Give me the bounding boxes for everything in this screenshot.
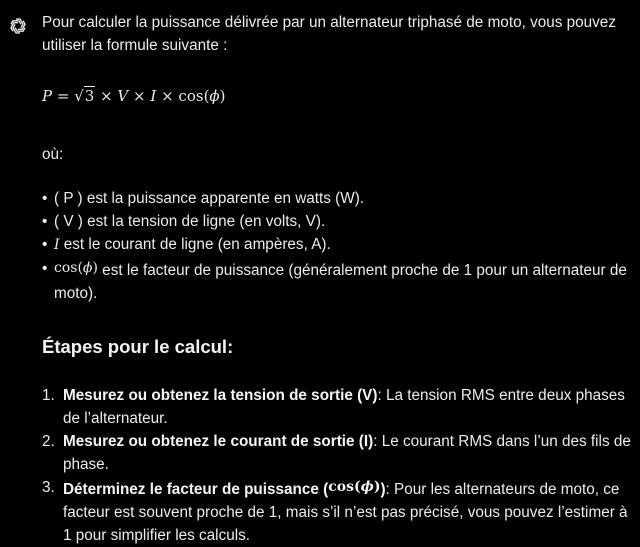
- step-text: : Pour les alternateurs de moto, ce facteur est souvent proche de 1, mais s’il n’est pas précisé, vous pouvez l’estimer à 1 pour simplifier les calculs.: [63, 481, 628, 544]
- definition-text: est le facteur de puissance (généralement proche de 1 pour un alternateur de moto).: [54, 262, 627, 302]
- math-cos-phi: [328, 479, 380, 495]
- definition-text: ( V ) est la tension de ligne (en volts, V).: [54, 213, 326, 230]
- step-bold: Mesurez ou obtenez la tension de sortie (V): [63, 387, 378, 404]
- message-content: [42, 11, 632, 547]
- bullet: •: [42, 236, 48, 253]
- formula-P: P: [42, 87, 53, 105]
- step-bold-pre: Déterminez le facteur de puissance (: [63, 481, 329, 498]
- formula-rparen: ): [219, 87, 226, 105]
- step-bold: [63, 481, 386, 498]
- step-bold-post: ): [380, 481, 386, 498]
- step-number: 1.: [42, 387, 55, 404]
- steps-heading: Étapes pour le calcul:: [42, 336, 234, 357]
- definitions-list: [42, 187, 632, 305]
- step-text: : Le courant RMS dans l’un des fils de phase.: [63, 433, 631, 473]
- list-item: [42, 384, 632, 430]
- steps-list: [42, 384, 632, 547]
- list-item: [42, 430, 632, 476]
- bullet: •: [42, 213, 48, 230]
- list-item: [42, 233, 632, 257]
- math-phi: ϕ: [360, 479, 374, 495]
- formula-times-2: ×: [128, 87, 151, 105]
- step-text: : La tension RMS entre deux phases de l’alternateur.: [63, 387, 625, 427]
- formula-three: 3: [84, 87, 95, 105]
- step-number: 3.: [42, 479, 55, 496]
- ou-label: où:: [42, 146, 64, 163]
- formula-sqrt: √: [74, 87, 84, 105]
- list-item: [42, 476, 632, 547]
- formula-times-3: ×: [156, 87, 179, 105]
- definition-text: est le courant de ligne (en ampères, A).: [59, 236, 331, 253]
- formula-lparen: (: [203, 87, 210, 105]
- math-cos: cos(: [328, 479, 361, 495]
- list-item: [42, 187, 632, 210]
- openai-logo-icon: [7, 15, 29, 37]
- math-close: ): [373, 479, 381, 495]
- math-I: I: [54, 237, 60, 253]
- list-item: [42, 257, 632, 305]
- math-phi: ϕ: [82, 260, 93, 276]
- formula-eq: =: [52, 87, 75, 105]
- formula-I: I: [150, 87, 157, 105]
- formula-V: V: [117, 87, 129, 105]
- math-cos: cos(: [54, 260, 83, 276]
- step-number: 2.: [42, 433, 55, 450]
- formula-times-1: ×: [95, 87, 118, 105]
- intro-paragraph: Pour calculer la puissance délivrée par un alternateur triphasé de moto, vous pouvez utiliser la formule suivante :: [42, 14, 616, 54]
- formula-cos: cos: [178, 87, 204, 105]
- math-cos-phi: [54, 260, 98, 276]
- bullet: •: [42, 190, 48, 207]
- bullet: •: [42, 260, 48, 277]
- step-bold: Mesurez ou obtenez le courant de sortie (I): [63, 433, 374, 450]
- formula-phi: ϕ: [209, 87, 220, 105]
- list-item: [42, 210, 632, 233]
- math-close: ): [92, 260, 98, 276]
- definition-text: ( P ) est la puissance apparente en watts (W).: [54, 190, 365, 207]
- power-formula: [42, 84, 632, 108]
